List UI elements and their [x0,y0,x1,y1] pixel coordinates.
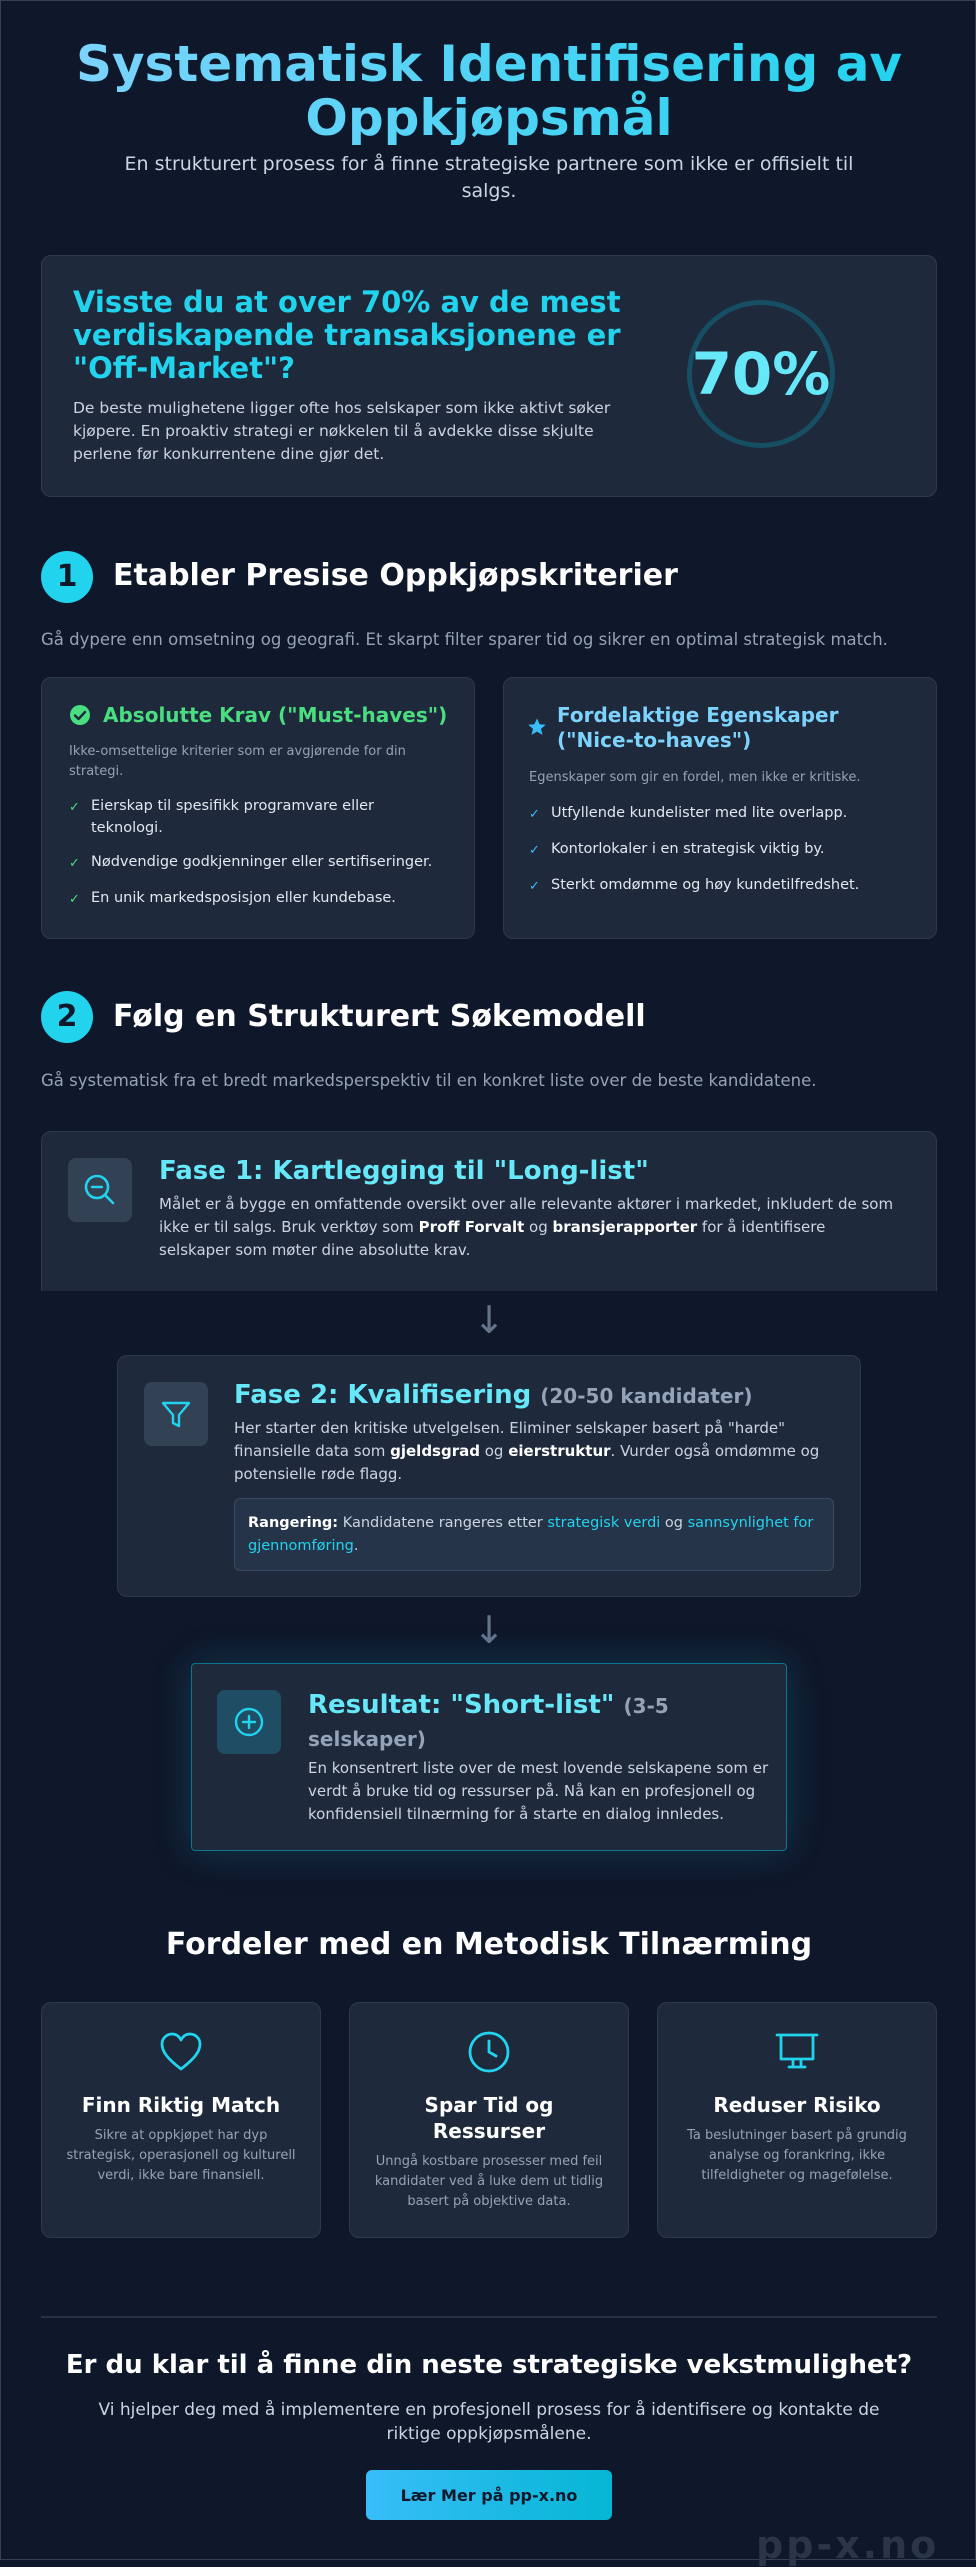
nice-to-haves-title: Fordelaktige Egenskaper ("Nice-to-haves") [557,703,839,752]
benefit-text: Ta beslutninger basert på grundig analyse og forankring, ikke tilfeldigheter og magefølelse. [687,2128,907,2183]
checkmark-icon: ✓ [69,800,80,815]
stat-title: Visste du at over 70% av de mest verdiskapende transaksjonene er "Off-Market"? [73,285,621,385]
clock-icon [349,2029,629,2079]
arrow-down-icon: ↓ [473,1298,505,1342]
filter-icon [144,1382,208,1446]
stat-value: 70% [691,340,831,408]
must-haves-desc: Ikke-omsettelige kriterier som er avgjørende for din strategi. [69,744,406,779]
list-item: ✓ En unik markedsposisjon eller kundebase. [69,887,439,909]
phase-2-text: Her starter den kritiske utvelgelsen. Eliminer selskaper basert på "harde" finansielle data som gjeldsgrad og eierstruktur. Vurder også omdømme og potensielle røde flagg. [234,1419,820,1483]
search-zoom-out-icon [68,1158,132,1222]
plus-circle-icon [217,1690,281,1754]
learn-more-button[interactable]: Lær Mer på pp-x.no [366,2470,612,2520]
must-haves-title: Absolutte Krav ("Must-haves") [103,703,448,727]
presentation-icon [657,2031,937,2077]
cta-text: Vi hjelper deg med å implementere en profesjonell prosess for å identifisere og kontakte de riktige oppkjøpsmålene. [98,2400,880,2444]
star-icon [527,717,547,737]
divider [41,2316,937,2318]
list-item: ✓ Utfyllende kundelister med lite overlapp. [529,802,909,824]
watermark: pp-x.no [756,2523,940,2567]
must-haves-list [69,795,439,909]
checkmark-icon: ✓ [529,879,540,894]
checkmark-icon: ✓ [529,843,540,858]
list-item: ✓ Eierskap til spesifikk programvare eller teknologi. [69,798,375,836]
cta-title: Er du klar til å finne din neste strategiske vekstmulighet? [65,2350,913,2380]
stat-text: De beste mulighetene ligger ofte hos selskaper som ikke aktivt søker kjøpere. En proaktiv strategi er nøkkelen til å avdekke disse skjulte perlene før konkurrentene dine gjør det. [73,399,611,463]
section-intro-1: Gå dypere enn omsetning og geografi. Et skarpt filter sparer tid og sikrer en optimal strategisk match. [41,630,888,649]
section-intro-2: Gå systematisk fra et bredt markedsperspektiv til en konkret liste over de beste kandidatene. [41,1071,817,1090]
arrow-down-icon: ↓ [473,1608,505,1652]
page-subtitle: En strukturert prosess for å finne strategiske partnere som ikke er offisielt til salgs. [124,153,854,202]
phase-1-text: Målet er å bygge en omfattende oversikt over alle relevante aktører i markedet, inkludert de som ikke er til salgs. Bruk verktøy som Proff Forvalt og bransjerapporter for å identifisere selskaper som møter dine absolutte krav. [159,1195,894,1259]
ranking-text: Rangering: Kandidatene rangeres etter strategisk verdi og sannsynlighet for gjennomføring. [248,1515,814,1554]
section-number-1: 1 [41,551,93,603]
result-text: En konsentrert liste over de mest lovende selskapene som er verdt å bruke tid og ressurser på. Nå kan en profesjonell og konfidensiell tilnærming for å starte en dialog innledes. [308,1759,769,1823]
benefits-title: Fordeler med en Metodisk Tilnærming [165,1927,813,1962]
benefit-title: Finn Riktig Match [81,2093,281,2117]
benefit-title: Reduser Risiko [713,2093,881,2117]
list-item: ✓ Nødvendige godkjenninger eller sertifiseringer. [69,851,439,873]
benefit-text: Unngå kostbare prosesser med feil kandidater ved å luke dem ut tidlig basert på objektive data. [374,2154,604,2209]
section-number-2: 2 [41,991,93,1043]
nice-to-haves-list [529,802,909,896]
phase-2-title: Fase 2: Kvalifisering (20-50 kandidater) [234,1380,753,1410]
nice-to-haves-desc: Egenskaper som gir en fordel, men ikke er kritiske. [529,770,861,785]
phase-1-title: Fase 1: Kartlegging til "Long-list" [159,1156,649,1186]
checkmark-icon: ✓ [69,856,80,871]
section-title-1: Etabler Presise Oppkjøpskriterier [113,558,678,593]
checkmark-icon: ✓ [69,892,80,907]
page-title: Systematisk Identifisering av Oppkjøpsmål [61,37,917,145]
check-circle-icon [69,704,91,726]
heart-icon [41,2031,321,2077]
section-title-2: Følg en Strukturert Søkemodell [113,999,646,1034]
list-item: ✓ Kontorlokaler i en strategisk viktig by. [529,838,909,860]
checkmark-icon: ✓ [529,807,540,822]
benefit-text: Sikre at oppkjøpet har dyp strategisk, operasjonell og kulturell verdi, ikke bare finansiell. [66,2128,296,2183]
list-item: ✓ Sterkt omdømme og høy kundetilfredshet. [529,874,909,896]
benefit-title: Spar Tid og Ressurser [424,2093,554,2143]
result-title: Resultat: "Short-list" (3-5 selskaper) [308,1690,669,1751]
